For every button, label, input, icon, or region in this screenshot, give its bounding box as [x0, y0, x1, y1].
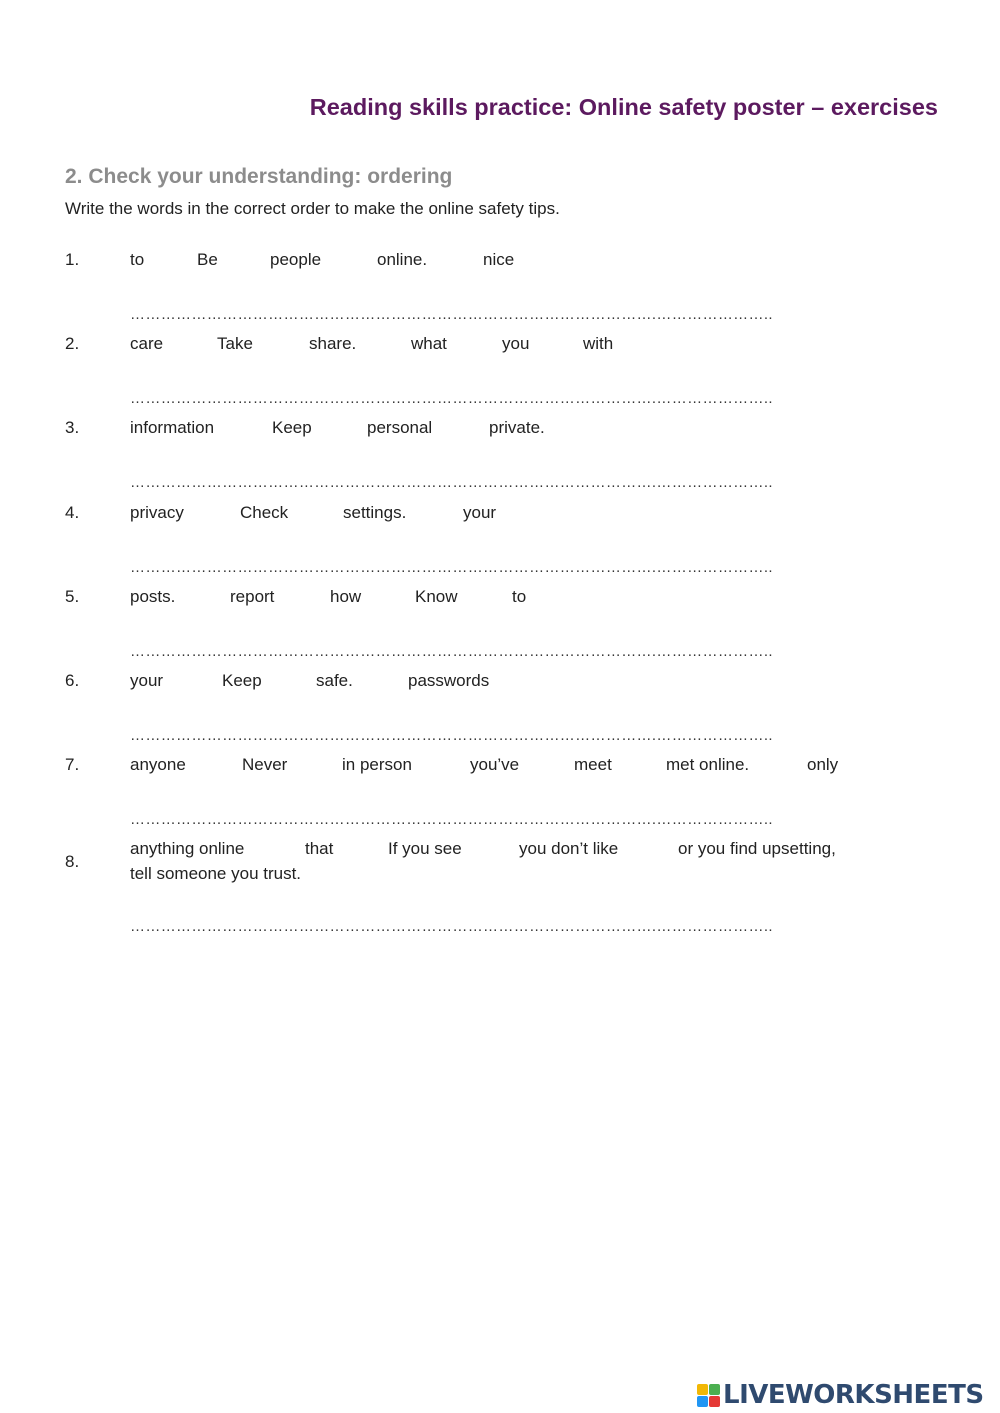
- scrambled-word: posts.: [130, 587, 176, 606]
- scrambled-word: online.: [377, 250, 428, 269]
- logo-square-green: [709, 1384, 720, 1395]
- scrambled-word: Keep: [272, 418, 312, 437]
- scrambled-word: report: [230, 587, 275, 606]
- scrambled-word: how: [330, 587, 362, 606]
- scrambled-word: private.: [489, 418, 545, 437]
- scrambled-word: your: [130, 671, 164, 690]
- item-number: 8.: [65, 852, 80, 871]
- scrambled-word: Check: [240, 503, 289, 522]
- scrambled-word: share.: [309, 334, 357, 353]
- answer-line[interactable]: ………………………………………………………………………………………….…………………..: [130, 643, 773, 660]
- scrambled-word: Keep: [222, 671, 262, 690]
- scrambled-word: met online.: [666, 755, 750, 774]
- section-heading: 2. Check your understanding: ordering: [65, 165, 453, 188]
- item-number: 5.: [65, 587, 80, 606]
- answer-line[interactable]: ………………………………………………………………………………………….…………………..: [130, 727, 773, 744]
- logo-mark-icon: [697, 1384, 720, 1407]
- scrambled-word: meet: [574, 755, 612, 774]
- scrambled-word: Be: [197, 250, 218, 269]
- item-number: 2.: [65, 334, 80, 353]
- answer-line[interactable]: ………………………………………………………………………………………….…………………..: [130, 306, 773, 323]
- scrambled-word: what: [411, 334, 447, 353]
- logo-square-yellow: [697, 1384, 708, 1395]
- scrambled-word: nice: [483, 250, 515, 269]
- scrambled-word: in person: [342, 755, 412, 774]
- scrambled-word: settings.: [343, 503, 407, 522]
- scrambled-word: If you see: [388, 839, 462, 858]
- scrambled-word: anyone: [130, 755, 186, 774]
- scrambled-word: to: [512, 587, 527, 606]
- scrambled-word: you don’t like: [519, 839, 619, 858]
- answer-line[interactable]: ………………………………………………………………………………………….…………………..: [130, 918, 773, 935]
- item-continuation: tell someone you trust.: [130, 864, 302, 883]
- scrambled-word: personal: [367, 418, 433, 437]
- scrambled-word: that: [305, 839, 334, 858]
- scrambled-word: privacy: [130, 503, 184, 522]
- scrambled-word: Know: [415, 587, 458, 606]
- scrambled-word: safe.: [316, 671, 353, 690]
- answer-line[interactable]: ………………………………………………………………………………………….…………………..: [130, 474, 773, 491]
- scrambled-word: care: [130, 334, 164, 353]
- logo-text: LIVEWORKSHEETS: [723, 1380, 984, 1410]
- scrambled-word: information: [130, 418, 215, 437]
- scrambled-word: your: [463, 503, 497, 522]
- scrambled-word: you: [502, 334, 530, 353]
- logo-square-red: [709, 1396, 720, 1407]
- scrambled-word: people: [270, 250, 322, 269]
- answer-line[interactable]: ………………………………………………………………………………………….…………………..: [130, 390, 773, 407]
- logo-square-blue: [697, 1396, 708, 1407]
- item-number: 3.: [65, 418, 80, 437]
- liveworksheets-logo: [697, 1378, 984, 1412]
- instruction-text: Write the words in the correct order to make the online safety tips.: [65, 199, 560, 218]
- item-number: 4.: [65, 503, 80, 522]
- scrambled-word: or you find upsetting,: [678, 839, 836, 858]
- page-title: Reading skills practice: Online safety poster – exercises: [309, 94, 938, 120]
- scrambled-word: anything online: [130, 839, 245, 858]
- scrambled-word: only: [807, 755, 839, 774]
- answer-line[interactable]: ………………………………………………………………………………………….…………………..: [130, 811, 773, 828]
- scrambled-word: Take: [217, 334, 253, 353]
- scrambled-word: you’ve: [470, 755, 520, 774]
- item-number: 1.: [65, 250, 80, 269]
- scrambled-word: Never: [242, 755, 288, 774]
- item-number: 7.: [65, 755, 80, 774]
- item-number: 6.: [65, 671, 80, 690]
- answer-line[interactable]: ………………………………………………………………………………………….…………………..: [130, 559, 773, 576]
- scrambled-word: with: [583, 334, 614, 353]
- scrambled-word: to: [130, 250, 145, 269]
- scrambled-word: passwords: [408, 671, 490, 690]
